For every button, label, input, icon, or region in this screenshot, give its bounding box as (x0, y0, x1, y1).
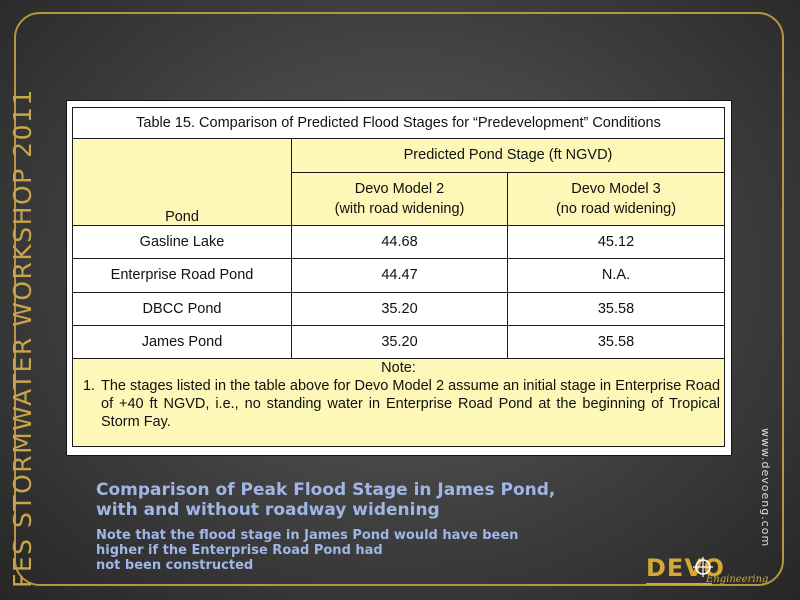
model3-stage: N.A. (508, 259, 725, 292)
model3-header-line2: (no road widening) (555, 200, 677, 217)
website-url: www.devoeng.com (759, 428, 772, 548)
model3-header (508, 172, 725, 225)
slide-note-caption (96, 528, 536, 573)
logo-underline (646, 583, 712, 585)
pond-column-header: Pond (73, 139, 292, 226)
caption-line-1: Note that the flood stage in James Pond would have been (96, 528, 519, 543)
note-text: The stages listed in the table above for Devo Model 2 assume an initial stage in Enterprise Road of +40 ft NGVD, i.e., no standing water in Enterprise Road Pond at the beginning of Tropical Storm Fay. (101, 378, 721, 431)
logo-main-text: DEVO (646, 554, 725, 582)
model3-stage: 35.58 (508, 325, 725, 358)
model2-header (292, 172, 508, 225)
slide-subtitle (96, 480, 566, 520)
model2-header-line1: Devo Model 2 (354, 180, 445, 197)
subtitle-line-2: with and without roadway widening (96, 500, 440, 520)
table-row (73, 259, 725, 292)
logo-subtext: Engineering (706, 574, 769, 585)
pond-name: James Pond (73, 325, 292, 358)
flood-stage-table (72, 107, 725, 447)
workshop-side-title: FES STORMWATER WORKSHOP 2011 (8, 88, 37, 588)
model3-header-line1: Devo Model 3 (571, 180, 661, 197)
table-note (73, 359, 725, 447)
model2-header-line2: (with road widening) (334, 200, 465, 217)
model2-stage: 44.68 (292, 226, 508, 259)
model3-stage: 35.58 (508, 292, 725, 325)
table-row (73, 226, 725, 259)
model2-stage: 44.47 (292, 259, 508, 292)
model2-stage: 35.20 (292, 292, 508, 325)
caption-line-2: higher if the Enterprise Road Pond had (96, 543, 383, 558)
subtitle-line-1: Comparison of Peak Flood Stage in James Pond, (96, 480, 556, 500)
pond-name: Enterprise Road Pond (73, 259, 292, 292)
pond-name: DBCC Pond (73, 292, 292, 325)
table-row (73, 325, 725, 358)
table-caption: Table 15. Comparison of Predicted Flood Stages for “Predevelopment” Conditions (73, 108, 725, 139)
model3-stage: 45.12 (508, 226, 725, 259)
devo-engineering-logo (646, 550, 769, 594)
note-number: 1. (82, 378, 96, 395)
table-panel (66, 100, 732, 456)
table-row (73, 292, 725, 325)
note-label: Note: (381, 360, 416, 377)
predicted-stage-header: Predicted Pond Stage (ft NGVD) (292, 139, 725, 172)
caption-line-3: not been constructed (96, 558, 254, 573)
model2-stage: 35.20 (292, 325, 508, 358)
pond-name: Gasline Lake (73, 226, 292, 259)
